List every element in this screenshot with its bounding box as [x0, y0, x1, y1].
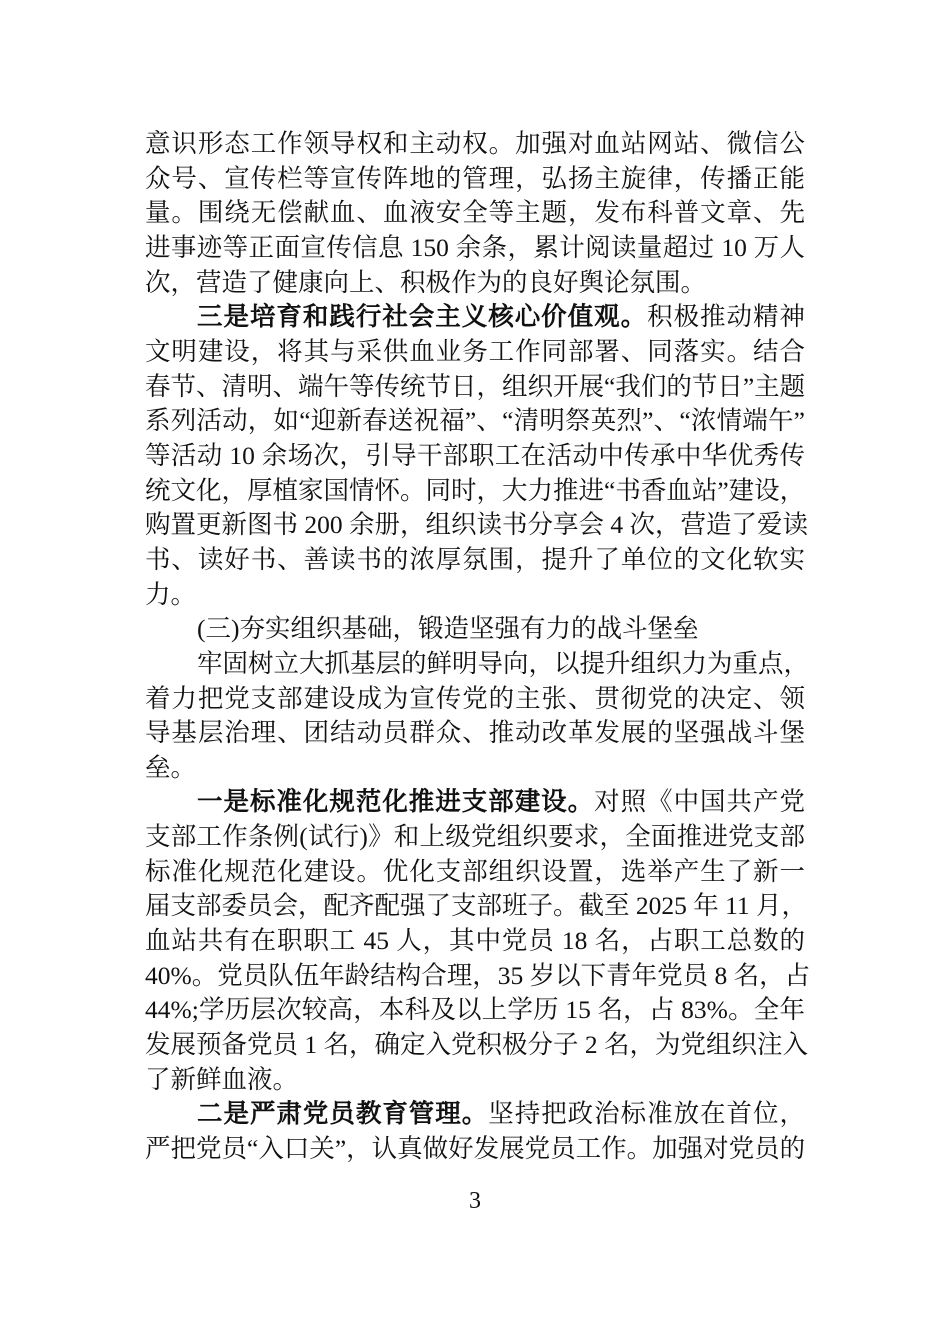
text-line	[145, 785, 805, 820]
text-line	[145, 682, 805, 717]
line-text: 血站共有在职职工 45 人，其中党员 18 名，占职工总数的	[145, 926, 805, 956]
line-text: 购置更新图书 200 余册，组织读书分享会 4 次，营造了爱读	[145, 510, 809, 540]
bold-heading-text: 三是培育和践行社会主义核心价值观。	[197, 302, 648, 332]
bold-heading-text: 一是标准化规范化推进支部建设。	[197, 787, 595, 817]
line-text: 意识形态工作领导权和主动权。加强对血站网站、微信公	[145, 129, 805, 158]
text-line	[145, 474, 805, 509]
line-text: 着力把党支部建设成为宣传党的主张、贯彻党的决定、领	[145, 683, 805, 713]
text-line	[145, 716, 805, 751]
text-line	[145, 751, 805, 786]
text-line	[145, 647, 810, 682]
text-line	[145, 300, 805, 335]
text-line	[145, 612, 805, 647]
text-line	[145, 1028, 809, 1063]
line-text: 垒。	[145, 752, 197, 782]
line-text: 系列活动，如“迎新春送祝福”、“清明祭英烈”、“浓情端午”	[145, 406, 805, 436]
line-text: 对照《中国共产党	[594, 787, 805, 817]
text-line	[145, 196, 805, 231]
line-text: 牢固树立大抓基层的鲜明导向，以提升组织力为重点，	[197, 648, 810, 678]
text-line	[145, 231, 805, 266]
line-text: 支部工作条例(试行)》和上级党组织要求，全面推进党支部	[145, 822, 805, 852]
text-line	[145, 578, 805, 613]
line-text: 积极推动精神	[647, 302, 805, 332]
text-line	[145, 543, 805, 578]
line-text: 进事迹等正面宣传信息 150 余条，累计阅读量超过 10 万人	[145, 232, 805, 262]
text-line	[145, 1097, 805, 1132]
text-line	[145, 508, 809, 543]
line-text: 文明建设，将其与采供血业务工作同部署、同落实。结合	[145, 336, 805, 366]
text-line	[145, 889, 808, 924]
line-text: 44%;学历层次较高，本科及以上学历 15 名，占 83%。全年	[145, 995, 805, 1025]
text-line	[145, 370, 805, 405]
line-text: (三)夯实组织基础，锻造坚强有力的战斗堡垒	[197, 614, 699, 644]
text-line	[145, 439, 805, 474]
page-number: 3	[469, 1188, 481, 1214]
document-body	[145, 127, 811, 1167]
line-text: 众号、宣传栏等宣传阵地的管理，弘扬主旋律，传播正能	[145, 163, 805, 193]
text-line	[145, 993, 805, 1028]
text-line	[145, 127, 805, 162]
text-line	[145, 924, 805, 959]
text-line	[145, 162, 805, 197]
line-text: 春节、清明、端午等传统节日，组织开展“我们的节日”主题	[145, 371, 806, 401]
text-line	[145, 1063, 805, 1098]
line-text: 力。	[145, 579, 197, 609]
line-text: 40%。党员队伍年龄结构合理，35 岁以下青年党员 8 名，占	[145, 960, 811, 990]
line-text: 严把党员“入口关”，认真做好发展党员工作。加强对党员的	[145, 1134, 806, 1164]
line-text: 标准化规范化建设。优化支部组织设置，选举产生了新一	[145, 856, 805, 886]
text-line	[145, 266, 805, 301]
text-line	[145, 855, 805, 890]
line-text: 等活动 10 余场次，引导干部职工在活动中传承中华优秀传	[145, 440, 805, 470]
line-text: 统文化，厚植家国情怀。同时，大力推进“书香血站”建设，	[145, 475, 806, 505]
text-line	[145, 820, 805, 855]
line-text: 届支部委员会，配齐配强了支部班子。截至 2025 年 11 月，	[145, 891, 808, 921]
line-text: 发展预备党员 1 名，确定入党积极分子 2 名，为党组织注入	[145, 1030, 809, 1060]
line-text: 了新鲜血液。	[145, 1064, 299, 1094]
line-text: 量。围绕无偿献血、血液安全等主题，发布科普文章、先	[145, 198, 805, 228]
text-line	[145, 959, 811, 994]
line-text: 次，营造了健康向上、积极作为的良好舆论氛围。	[145, 267, 707, 297]
bold-heading-text: 二是严肃党员教育管理。	[197, 1099, 489, 1129]
text-line	[145, 404, 805, 439]
line-text: 书、读好书、善读书的浓厚氛围，提升了单位的文化软实	[145, 544, 805, 574]
line-text: 坚持把政治标准放在首位，	[488, 1099, 805, 1129]
line-text: 导基层治理、团结动员群众、推动改革发展的坚强战斗堡	[145, 718, 805, 748]
text-line	[145, 1132, 805, 1167]
text-line	[145, 335, 805, 370]
